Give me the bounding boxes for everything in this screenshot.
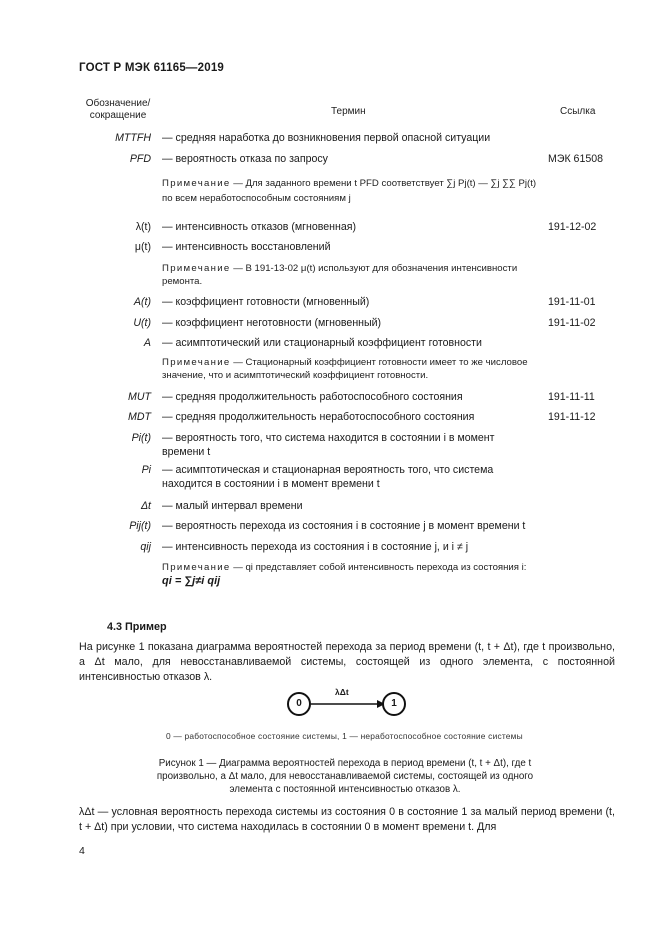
arrow-label: λΔt — [335, 687, 349, 697]
symbol-pi: Pi — [141, 464, 151, 476]
state-node-1: 1 — [382, 692, 406, 716]
ref-lambda: 191-12-02 — [548, 221, 597, 233]
note-text: — qi представляет собой интенсивность перехода из состояния i: — [233, 562, 527, 573]
symbol-mttfh: MTTFH — [115, 132, 151, 144]
term-pi: — асимптотическая и стационарная вероятность того, что система находится в состоянии i в момент времени t — [162, 464, 494, 490]
note-label: Примечание — [162, 178, 231, 189]
term-mttfh: — средняя наработка до возникновения первой опасной ситуации — [162, 132, 491, 144]
paragraph-intro: На рисунке 1 показана диаграмма вероятностей перехода за период времени (t, t + Δt), где t произвольно, а Δt мало, для невосстанавливаемой системы, состоящей из одного элемента, с постоянной интенсивностью отказов λ. — [79, 641, 615, 683]
symbol-asymptotic-availability: A — [143, 337, 151, 349]
note-label: Примечание — [162, 263, 231, 274]
symbol-mu: μ(t) — [134, 241, 151, 253]
term-mdt: — средняя продолжительность неработоспособного состояния — [162, 411, 475, 423]
note-qij — [162, 561, 542, 574]
term-pij-t: — вероятность перехода из состояния i в состояние j в момент времени t — [162, 520, 526, 532]
column-header-symbol: Обозначение/ сокращение — [85, 98, 151, 121]
state-node-0: 0 — [287, 692, 311, 716]
term-asymptotic-availability: — асимптотический или стационарный коэффициент готовности — [162, 337, 482, 349]
ref-pfd: МЭК 61508 — [548, 153, 604, 165]
term-unavailability: — коэффициент неготовности (мгновенный) — [162, 317, 382, 329]
note-label: Примечание — [162, 357, 231, 368]
note-availability — [162, 356, 542, 382]
note-text: — Для заданного времени t PFD соответствует ∑j Pj(t) — ∑j ∑∑ Pj(t) по всем неработоспособным состояниям j — [162, 178, 537, 204]
document-header: ГОСТ Р МЭК 61165—2019 — [79, 62, 225, 74]
symbol-pi-t: Pi(t) — [131, 432, 151, 444]
term-pfd: — вероятность отказа по запросу — [162, 153, 328, 165]
symbol-availability: A(t) — [133, 296, 151, 308]
column-header-ref: Ссылка — [560, 106, 596, 117]
transition-diagram — [285, 687, 410, 720]
page-number: 4 — [79, 845, 85, 857]
term-delta-t: — малый интервал времени — [162, 500, 303, 512]
symbol-qij: qij — [140, 541, 151, 553]
ref-availability: 191-11-01 — [548, 296, 596, 308]
term-qij: — интенсивность перехода из состояния i в состояние j, и i ≠ j — [162, 541, 469, 553]
term-mut: — средняя продолжительность работоспособного состояния — [162, 391, 463, 403]
symbol-mdt: MDT — [128, 411, 151, 423]
symbol-pfd: PFD — [129, 153, 151, 165]
column-header-term: Термин — [331, 106, 366, 117]
note-text: — В 191-13-02 μ(t) используют для обозначения интенсивности ремонта. — [162, 263, 518, 287]
figure-caption: Рисунок 1 — Диаграмма вероятностей перехода в период времени (t, t + Δt), где t произвольно, а Δt мало, для невосстанавливаемой системы, состоящей из одного элемента с постоянной интенсивностью отказов λ. — [156, 758, 534, 795]
term-mu: — интенсивность восстановлений — [162, 241, 331, 253]
symbol-lambda: λ(t) — [135, 221, 151, 233]
symbol-pij-t: Pij(t) — [129, 520, 151, 532]
term-availability: — коэффициент готовности (мгновенный) — [162, 296, 370, 308]
note-formula: qi = ∑j≠i qij — [162, 575, 221, 587]
term-pi-t: — вероятность того, что система находится в состоянии i в момент времени t — [162, 432, 495, 458]
term-lambda: — интенсивность отказов (мгновенная) — [162, 221, 357, 233]
note-text: — Стационарный коэффициент готовности имеет то же числовое значение, что и асимптотический коэффициент готовности. — [162, 357, 528, 381]
paragraph-conditional-probability: λΔt — условная вероятность перехода системы из состояния 0 в состояние 1 за малый период времени (t, t + Δt) при условии, что система находилась в состоянии 0 в момент времени t. Для — [79, 806, 615, 833]
note-label: Примечание — [162, 562, 231, 573]
symbol-delta-t: Δt — [140, 500, 151, 512]
note-mu — [162, 262, 542, 288]
ref-unavailability: 191-11-02 — [548, 317, 596, 329]
symbol-mut: MUT — [128, 391, 151, 403]
figure-legend: 0 — работоспособное состояние системы, 1 — неработоспособное состояние системы — [166, 731, 523, 741]
section-title: 4.3 Пример — [107, 621, 167, 633]
ref-mdt: 191-11-12 — [548, 411, 596, 423]
ref-mut: 191-11-11 — [548, 391, 595, 403]
symbol-unavailability: U(t) — [133, 317, 151, 329]
note-pfd — [162, 176, 542, 206]
